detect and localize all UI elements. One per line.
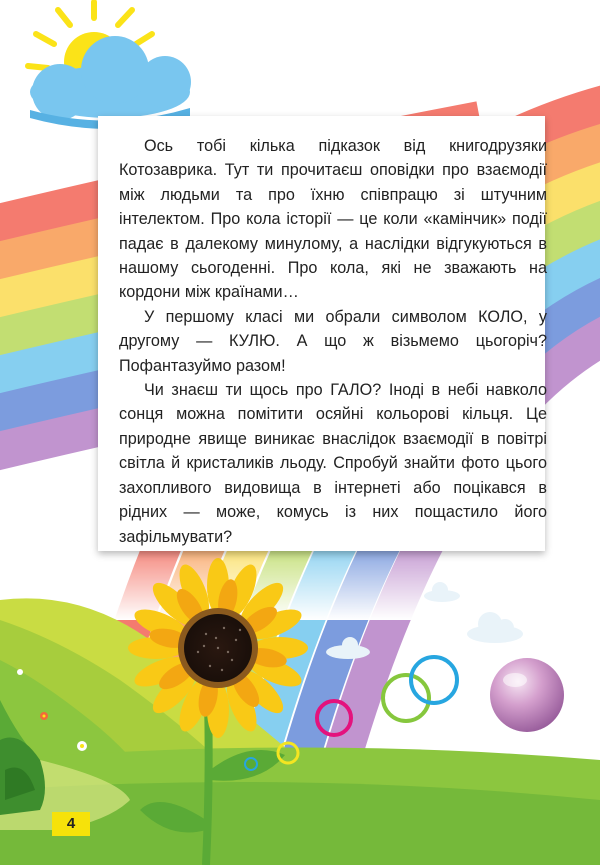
ball [490,658,564,732]
sunflower-icon [128,558,308,738]
paragraph: Ось тобі кілька підказок від книгодрузяки Котозаврика. Тут ти прочитаєш оповідки про взаємодії між людьми та про їхню співпрацю зі штучним інтелектом. Про кола історії — це коли «камінчик» події падає в далекому минулому, а наслідки відгукуються в нашому сьогоденні. Про кола, які не зважають на кордони між країнами… [119,137,547,302]
text-card [98,116,545,551]
paragraph: У першому класі ми обрали символом КОЛО, у другому — КУЛЮ. А що ж візьмемо цьогоріч? Пофантазуймо разом! [119,307,547,375]
paragraph: Чи знаєш ти щось про ГАЛО? Іноді в небі навколо сонця можна помітити осяйні кольорові кільця. Це природне явище виникає внаслідок взаємодії в повітрі світла й кристаликів льоду. Спробуй знайти фото цього захопливого видовища в інтернеті або поцікався в рідних — може, комусь із них пощастило його зафільмувати? [119,381,547,546]
page-number: 4 [52,812,90,836]
